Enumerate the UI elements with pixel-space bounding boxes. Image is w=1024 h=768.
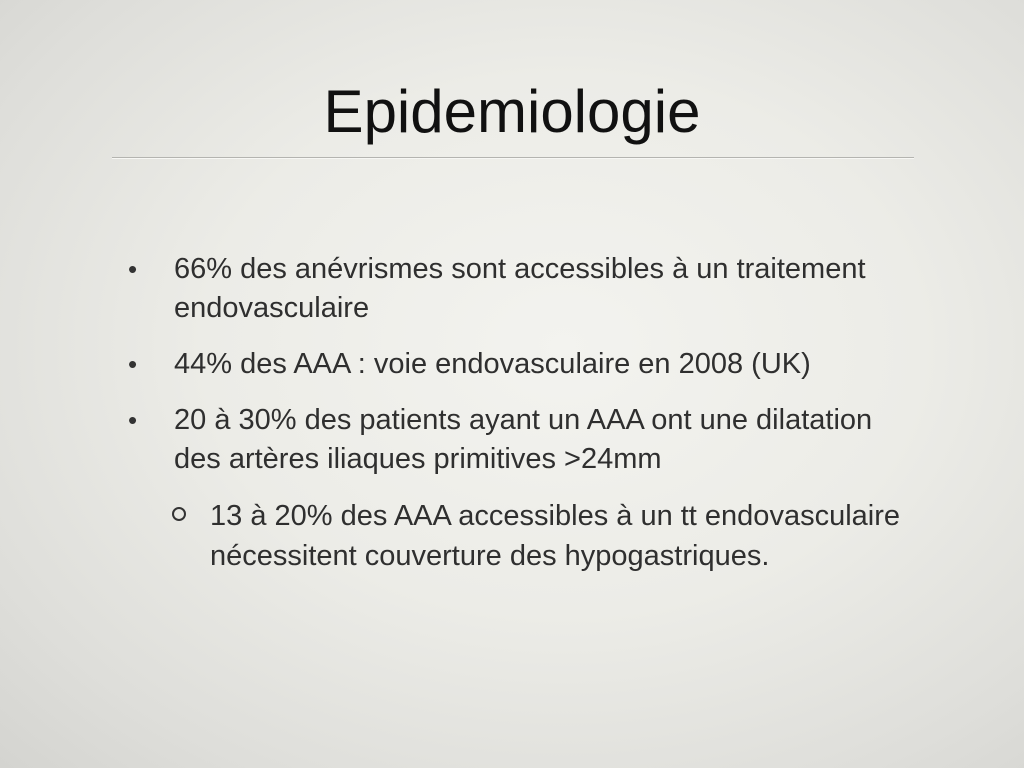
bullet-dot-icon: • [128, 405, 138, 435]
bullet-item [120, 345, 910, 384]
bullet-text: 20 à 30% des patients ayant un AAA ont une dilatation des artères iliaques primitives >24mm [174, 404, 873, 475]
slide-title: Epidemiologie [323, 78, 701, 145]
bullet-dot-icon: • [128, 254, 138, 284]
title-divider [112, 157, 914, 159]
bullet-item [120, 250, 910, 328]
sub-bullet-item [120, 496, 910, 576]
bullet-list [120, 250, 910, 576]
bullet-text: 44% des AAA : voie endovasculaire en 2008 (UK) [174, 348, 811, 380]
bullet-item [120, 401, 910, 479]
bullet-dot-icon: • [128, 349, 138, 379]
hollow-circle-icon [172, 507, 186, 521]
bullet-text: 66% des anévrismes sont accessibles à un traitement endovasculaire [174, 253, 866, 324]
sub-bullet-text: 13 à 20% des AAA accessibles à un tt endovasculaire nécessitent couverture des hypogastriques. [210, 500, 900, 572]
